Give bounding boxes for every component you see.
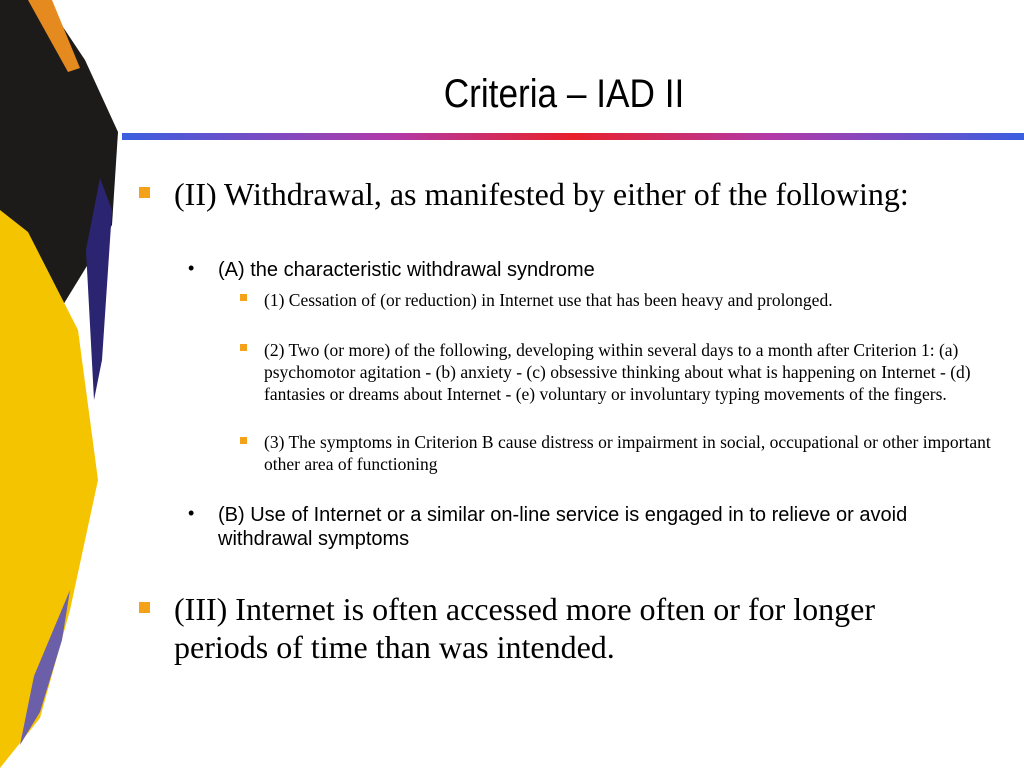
title-rule	[122, 133, 1024, 140]
dot-bullet-icon: •	[188, 503, 195, 523]
bullet-use-of-internet: (B) Use of Internet or a similar on-line service is engaged in to relieve or avoid withdrawal symptoms	[218, 504, 908, 550]
bullet-cessation: (1) Cessation of (or reduction) in Internet use that has been heavy and prolonged.	[264, 290, 833, 310]
bullet-withdrawal-syndrome: (A) the characteristic withdrawal syndrome	[218, 259, 595, 281]
bullet-accessed-more-often: (III) Internet is often accessed more often or for longer periods of time than was intended.	[174, 591, 876, 665]
bullet-two-or-more: (2) Two (or more) of the following, developing within several days to a month after Criterion 1: (a) psychomotor agitation - (b) anxiety - (c) obsessive thinking about what is happening on Internet - (d) fantasies or dreams about Internet - (e) voluntary or involuntary typing movements of the fingers.	[264, 340, 971, 404]
square-bullet-icon	[240, 294, 247, 301]
bullet-withdrawal: (II) Withdrawal, as manifested by either of the following:	[174, 176, 909, 212]
square-bullet-icon	[240, 437, 247, 444]
yellow-shape	[0, 210, 98, 768]
slide-title: Criteria – IAD II	[443, 72, 685, 116]
dot-bullet-icon: •	[188, 258, 195, 278]
square-bullet-icon	[139, 187, 150, 198]
square-bullet-icon	[139, 602, 150, 613]
bullet-symptoms-distress: (3) The symptoms in Criterion B cause distress or impairment in social, occupational or other important other area of functioning	[264, 432, 991, 474]
square-bullet-icon	[240, 344, 247, 351]
